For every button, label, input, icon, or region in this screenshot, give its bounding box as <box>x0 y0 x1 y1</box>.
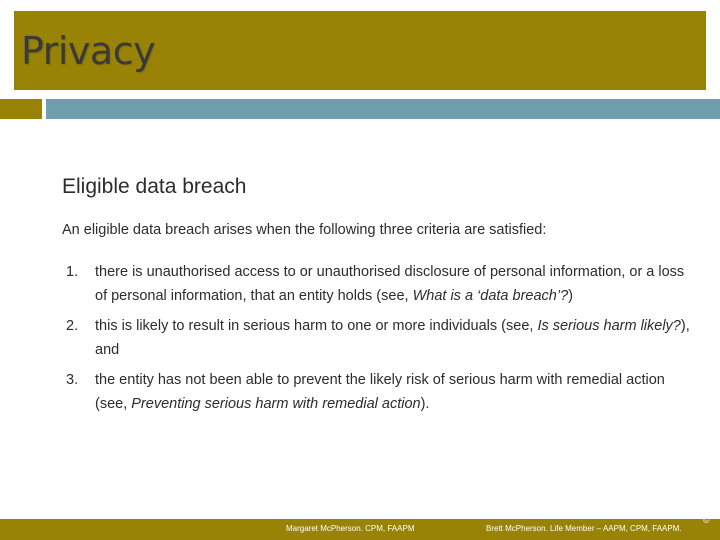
title-bar <box>14 11 706 90</box>
criterion-reference-link[interactable]: What is a ‘data breach’? <box>412 288 569 304</box>
intro-text: An eligible data breach arises when the following three criteria are satisfied: <box>62 222 547 238</box>
criterion-number: 1. <box>66 264 79 280</box>
criterion-item <box>66 260 696 308</box>
footer-author-left: Margaret McPherson. CPM, FAAPM <box>286 524 415 533</box>
copyright-icon: © <box>703 515 710 525</box>
criterion-number: 2. <box>66 318 79 334</box>
criteria-list <box>66 260 696 422</box>
criterion-number: 3. <box>66 372 79 388</box>
accent-bar-blue <box>46 99 720 119</box>
criterion-text: there is unauthorised access to or unauthorised disclosure of personal information, or a loss of personal information, that an entity holds (see, <box>95 264 685 304</box>
criterion-text-end: ). <box>420 396 430 412</box>
criterion-reference-link[interactable]: Is serious harm likely? <box>537 318 681 334</box>
criterion-text: the entity has not been able to prevent the likely risk of serious harm with remedial action (see, <box>95 372 665 412</box>
criterion-item <box>66 314 696 362</box>
footer-author-right: Brett McPherson. Life Member – AAPM, CPM, FAAPM. <box>486 524 682 533</box>
accent-bar-olive <box>0 99 42 119</box>
criterion-item <box>66 368 696 416</box>
criterion-text: this is likely to result in serious harm to one or more individuals (see, <box>95 318 538 334</box>
criterion-text-end: ) <box>568 288 573 304</box>
section-heading: Eligible data breach <box>62 175 247 198</box>
criterion-reference-link[interactable]: Preventing serious harm with remedial action <box>131 396 421 412</box>
criterion-text-end: ), and <box>95 318 690 358</box>
slide-title: Privacy <box>21 29 156 73</box>
